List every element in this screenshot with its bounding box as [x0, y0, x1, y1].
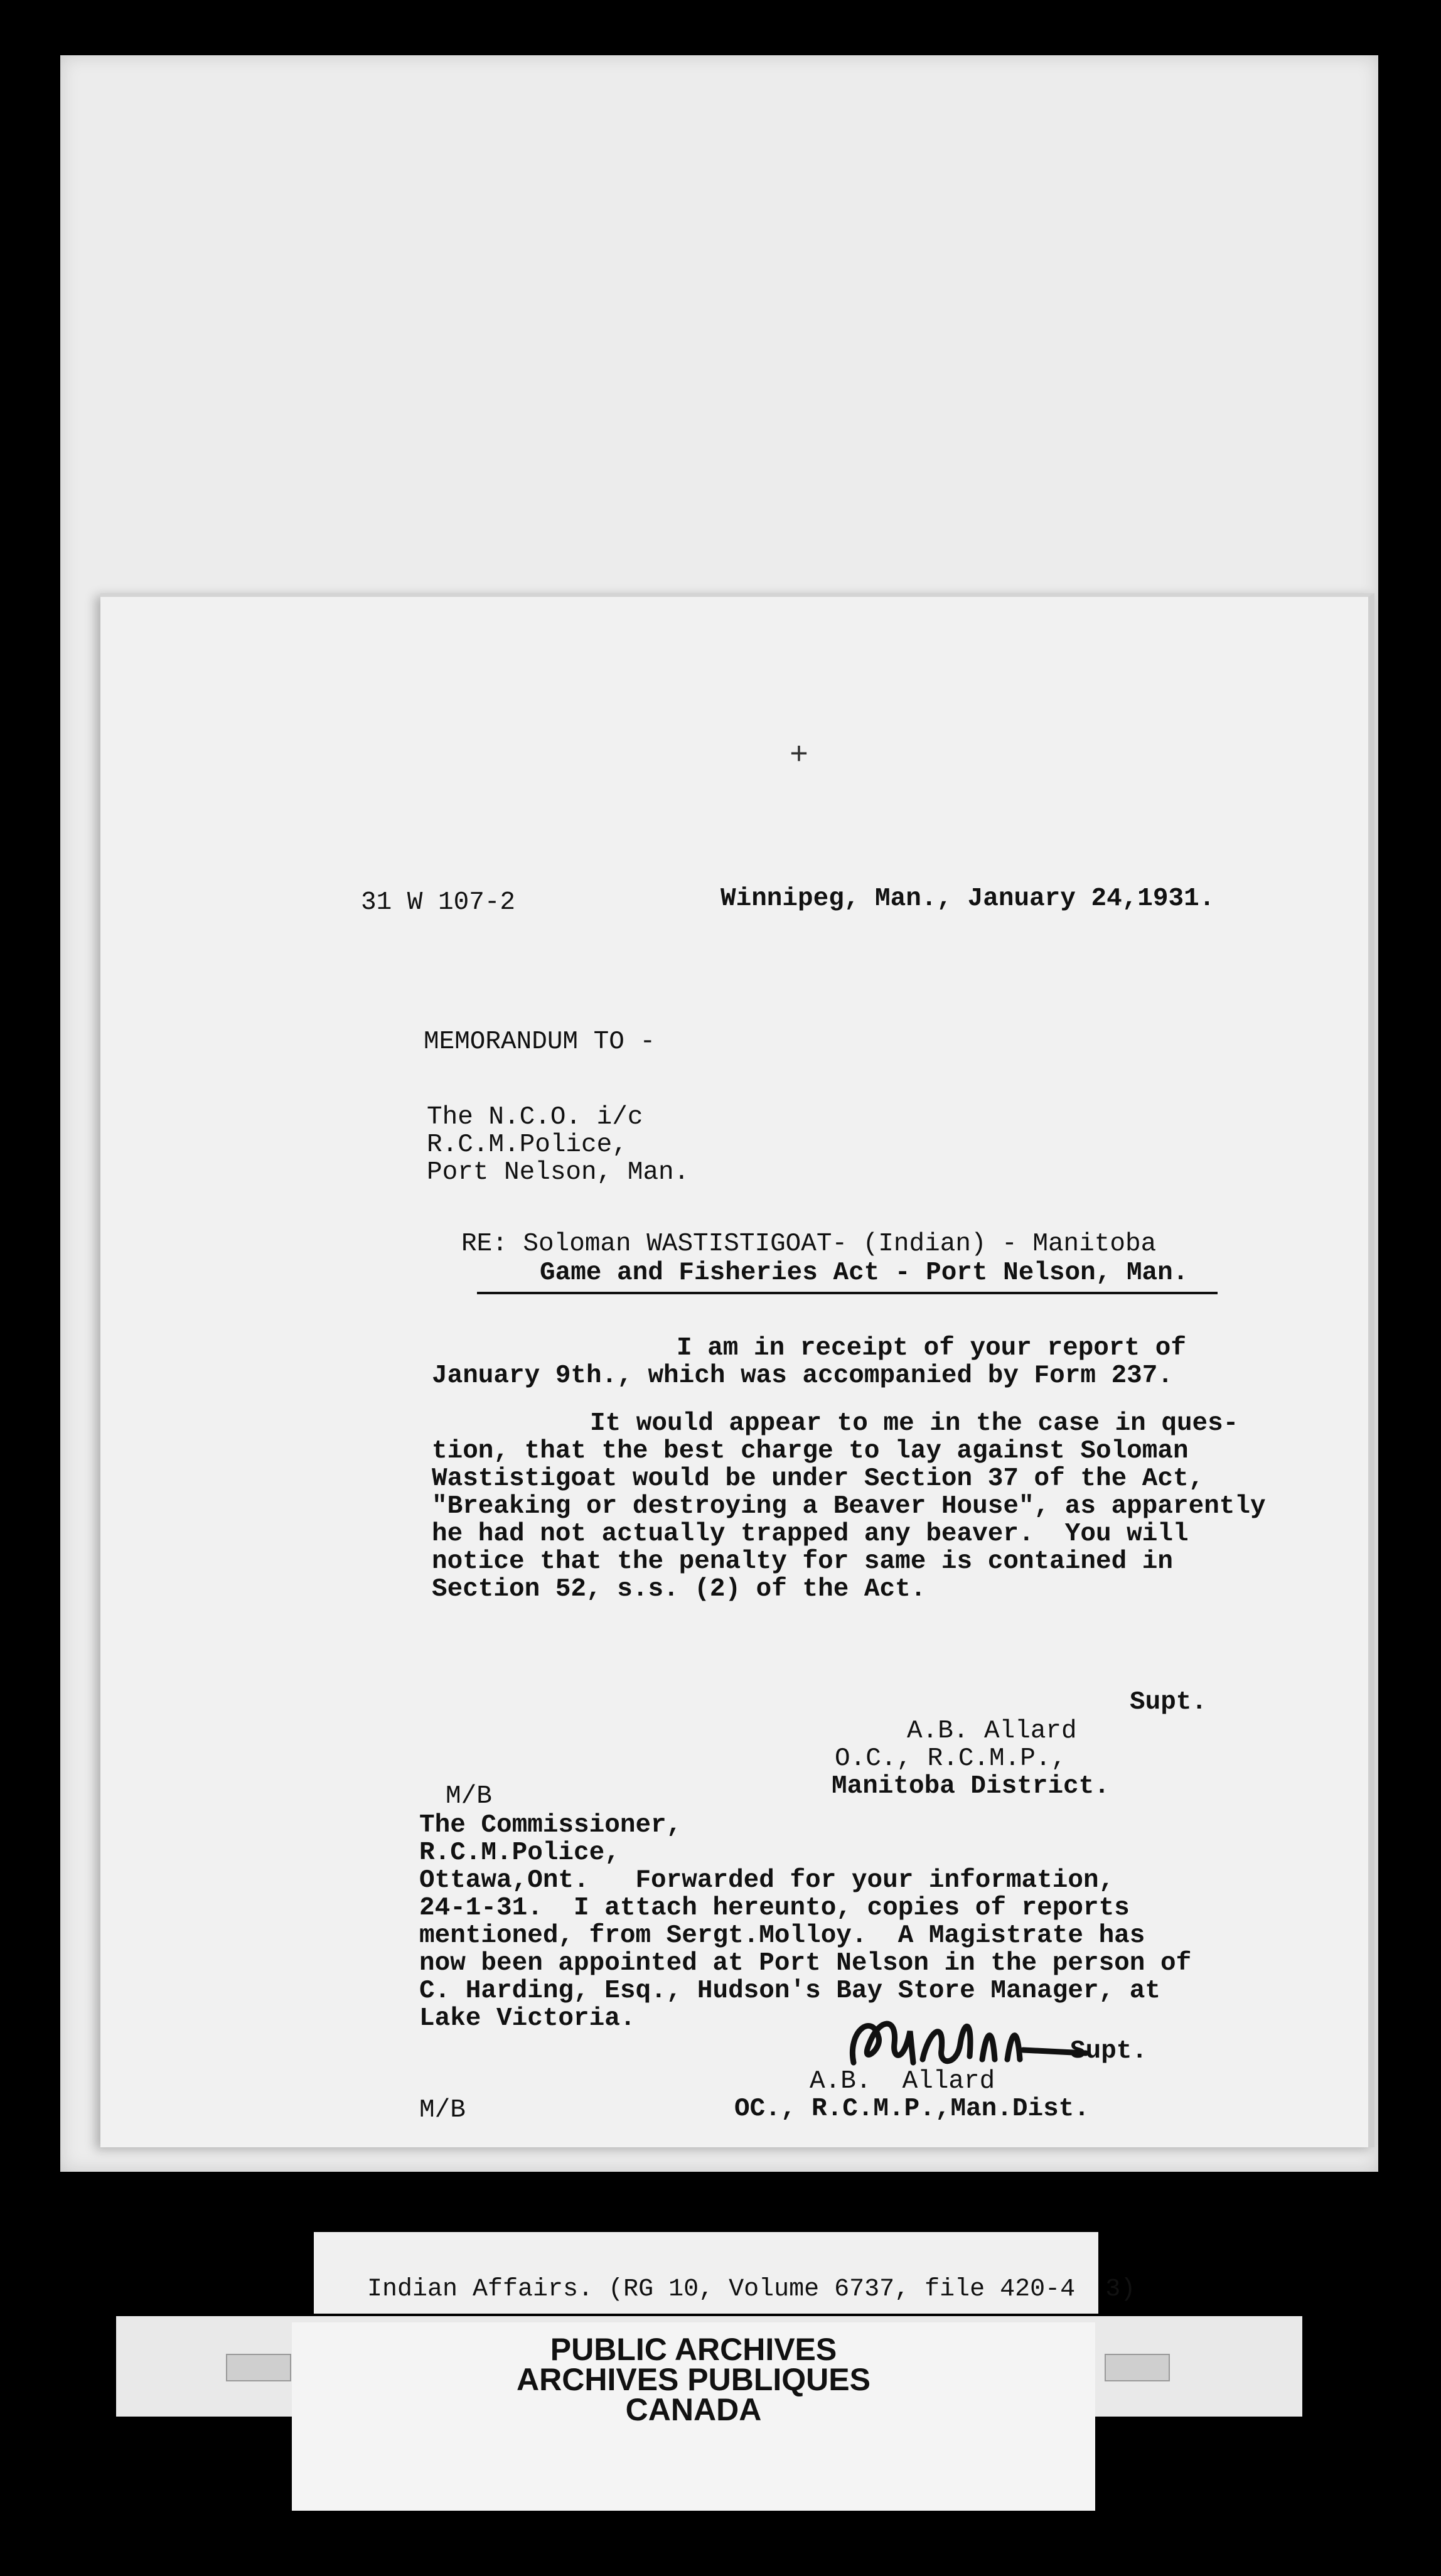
paragraph-2-line-5: he had not actually trapped any beaver. You will [432, 1520, 1189, 1548]
addressee-line-1: The N.C.O. i/c [427, 1103, 643, 1132]
forward-line-7: C. Harding, Esq., Hudson's Bay Store Manager, at [419, 1977, 1160, 2005]
addressee-line-3: Port Nelson, Man. [427, 1158, 690, 1187]
paragraph-1-line-1: I am in receipt of your report of [677, 1334, 1186, 1363]
signature-2-office: OC., R.C.M.P.,Man.Dist. [734, 2095, 1090, 2123]
forward-line-3: Ottawa,Ont. Forwarded for your information, [419, 1866, 1115, 1895]
page-mark: + [790, 738, 809, 774]
clip-left [226, 2354, 291, 2381]
paragraph-2-line-7: Section 52, s.s. (2) of the Act. [432, 1575, 926, 1604]
forward-line-2: R.C.M.Police, [419, 1838, 620, 1867]
subject-line-2: Game and Fisheries Act - Port Nelson, Man. [540, 1258, 1189, 1287]
initials-2: M/B [419, 2096, 466, 2125]
forward-line-1: The Commissioner, [419, 1811, 682, 1840]
file-number: 31 W 107-2 [361, 888, 516, 917]
forward-line-4: 24-1-31. I attach hereunto, copies of reports [419, 1894, 1130, 1923]
signature-2-title: Supt. [1070, 2037, 1148, 2066]
signature-1-office: O.C., R.C.M.P., [835, 1744, 1067, 1773]
paragraph-2-line-1: It would appear to me in the case in ques- [590, 1409, 1239, 1438]
archive-line-2: ARCHIVES PUBLIQUES [517, 2362, 870, 2397]
clip-right [1105, 2354, 1170, 2381]
forward-line-6: now been appointed at Port Nelson in the person of [419, 1949, 1192, 1978]
signature-1-name: A.B. Allard [907, 1717, 1077, 1746]
memo-heading: MEMORANDUM TO - [424, 1028, 656, 1056]
paragraph-1-line-2: January 9th., which was accompanied by Form 237. [432, 1361, 1173, 1390]
signature-1-district: Manitoba District. [832, 1772, 1110, 1801]
forward-line-8: Lake Victoria. [419, 2004, 636, 2033]
paragraph-2-line-3: Wastistigoat would be under Section 37 of the Act, [432, 1464, 1204, 1493]
addressee-line-2: R.C.M.Police, [427, 1130, 628, 1159]
forward-line-5: mentioned, from Sergt.Molloy. A Magistrate has [419, 1921, 1145, 1950]
paragraph-2-line-2: tion, that the best charge to lay against Soloman [432, 1437, 1189, 1466]
place-date: Winnipeg, Man., January 24,1931. [720, 884, 1215, 913]
archive-reference: Indian Affairs. (RG 10, Volume 6737, file 420-4 3) [367, 2275, 1136, 2304]
signature-2-name: A.B. Allard [810, 2067, 995, 2096]
subject-underline [477, 1292, 1218, 1294]
paragraph-2-line-4: "Breaking or destroying a Beaver House", as apparently [432, 1492, 1266, 1521]
paragraph-2-line-6: notice that the penalty for same is contained in [432, 1547, 1173, 1576]
subject-line-1: RE: Soloman WASTISTIGOAT- (Indian) - Manitoba [461, 1230, 1157, 1258]
archive-line-1: PUBLIC ARCHIVES [550, 2332, 837, 2367]
archive-line-3: CANADA [625, 2392, 762, 2427]
initials-1: M/B [446, 1782, 492, 1811]
signature-1-title: Supt. [1130, 1688, 1208, 1717]
